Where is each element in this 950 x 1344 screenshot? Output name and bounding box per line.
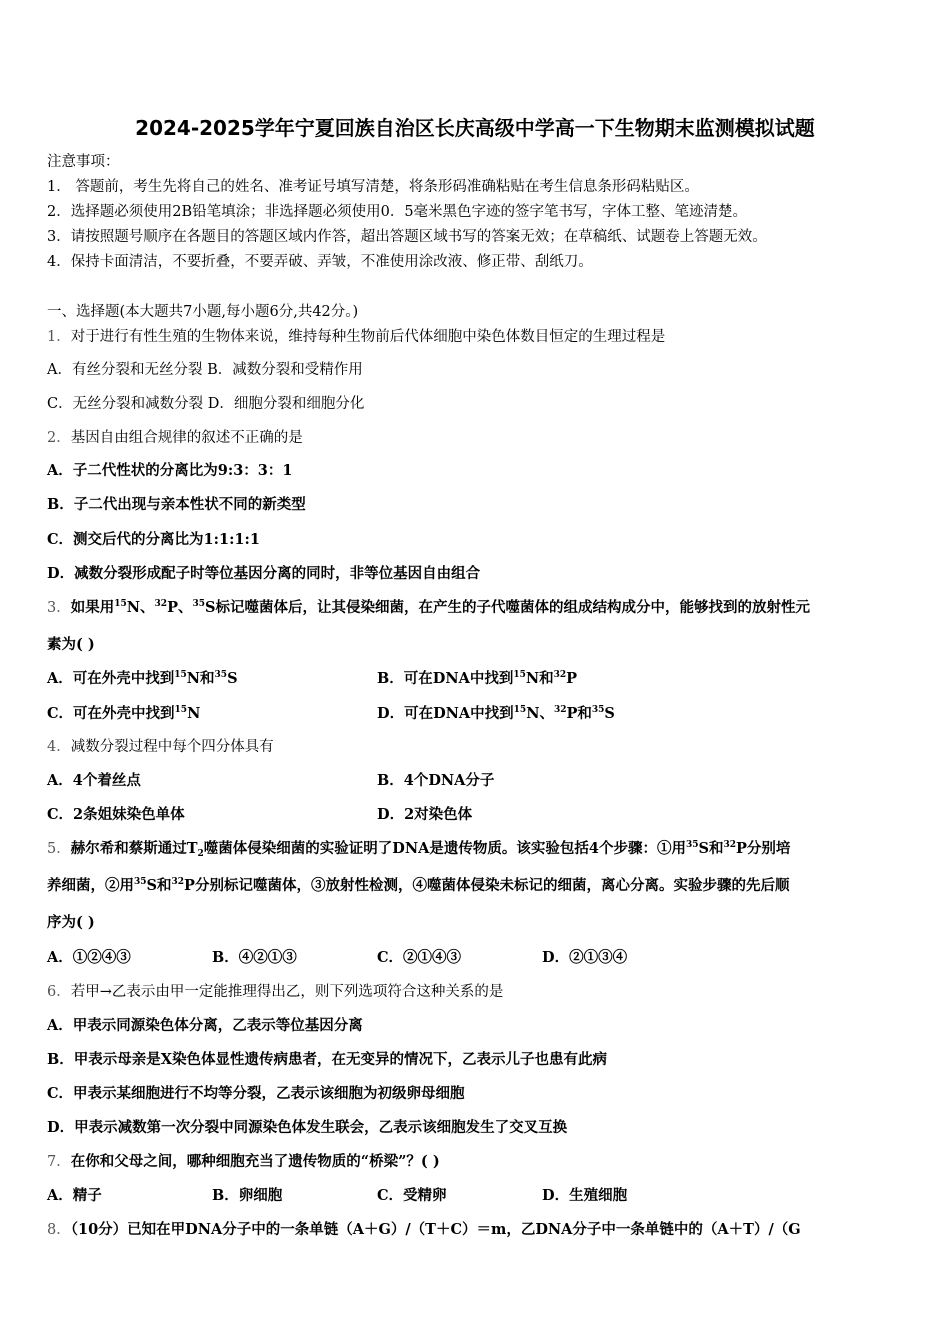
question-number: 4． bbox=[47, 739, 71, 755]
question-3-option-b bbox=[377, 669, 577, 689]
question-8-stem bbox=[47, 1220, 801, 1240]
question-7-option-a: A．精子 bbox=[47, 1187, 102, 1204]
question-text: 减数分裂过程中每个四分体具有 bbox=[70, 739, 274, 755]
question-6-option-d: D．甲表示减数第一次分裂中同源染色体发生联会，乙表示该细胞发生了交叉互换 bbox=[47, 1119, 568, 1136]
question-number: 7． bbox=[47, 1154, 71, 1170]
superscript: 35 bbox=[134, 877, 147, 887]
question-number: 6． bbox=[47, 984, 71, 1000]
superscript: 35 bbox=[214, 670, 228, 680]
question-3-stem bbox=[47, 598, 810, 618]
question-2-option-a: A．子二代性状的分离比为9:3：3：1 bbox=[47, 462, 293, 479]
notice-item: 3．请按照题号顺序在各题目的答题区域内作答，超出答题区域书写的答案无效；在草稿纸、试题卷上答题无效。 bbox=[47, 229, 767, 245]
text: N和 bbox=[186, 670, 215, 687]
question-text: 在你和父母之间，哪种细胞充当了遗传物质的“桥梁”？( ) bbox=[70, 1153, 440, 1170]
question-4-option-b: B．4个DNA分子 bbox=[377, 772, 495, 789]
question-number: 8． bbox=[47, 1222, 71, 1238]
question-4-option-d: D．2对染色体 bbox=[377, 806, 473, 823]
question-5-option-c: C．②①④③ bbox=[377, 949, 462, 966]
superscript: 15 bbox=[513, 670, 526, 680]
text: P、 bbox=[167, 599, 193, 616]
question-number: 3． bbox=[47, 600, 71, 616]
notice-item: 4．保持卡面清洁，不要折叠，不要弄破、弄皱，不准使用涂改液、修正带、刮纸刀。 bbox=[47, 254, 593, 270]
question-5-option-b: B．④②①③ bbox=[212, 949, 297, 966]
question-4-option-a: A．4个着丝点 bbox=[47, 772, 141, 789]
question-5-option-a: A．①②④③ bbox=[47, 949, 131, 966]
question-3-option-d bbox=[377, 704, 615, 724]
text: N和 bbox=[525, 670, 554, 687]
superscript: 32 bbox=[553, 670, 567, 680]
superscript: 15 bbox=[513, 705, 527, 715]
superscript: 32 bbox=[171, 877, 185, 887]
question-3-stem-cont: 素为( ) bbox=[47, 636, 95, 653]
text: S bbox=[227, 670, 238, 687]
superscript: 35 bbox=[685, 840, 699, 850]
superscript: 15 bbox=[114, 599, 127, 609]
text: N、 bbox=[126, 599, 155, 616]
question-3-option-a bbox=[47, 669, 238, 689]
question-2-option-b: B．子二代出现与亲本性状不同的新类型 bbox=[47, 496, 306, 513]
question-7-stem bbox=[47, 1152, 440, 1172]
text: S和 bbox=[146, 877, 172, 894]
text: 赫尔希和蔡斯通过T bbox=[70, 840, 198, 857]
text: S和 bbox=[698, 840, 724, 857]
superscript: 32 bbox=[553, 705, 567, 715]
text: D．可在DNA中找到 bbox=[377, 705, 514, 722]
text: S bbox=[604, 705, 615, 722]
text: A．可在外壳中找到 bbox=[47, 670, 175, 687]
question-number: 1． bbox=[47, 329, 71, 345]
superscript: 35 bbox=[591, 705, 605, 715]
text: P bbox=[566, 670, 578, 687]
superscript: 15 bbox=[174, 705, 188, 715]
question-2-option-d: D．减数分裂形成配子时等位基因分离的同时，非等位基因自由组合 bbox=[47, 565, 481, 582]
notice-item: 2．选择题必须使用2B铅笔填涂；非选择题必须使用0．5毫米黑色字迹的签字笔书写，字体工整、笔迹清楚。 bbox=[47, 204, 748, 220]
question-6-option-b: B．甲表示母亲是X染色体显性遗传病患者，在无变异的情况下，乙表示儿子也患有此病 bbox=[47, 1051, 608, 1068]
text: S标记噬菌体后，让其侵染细菌，在产生的子代噬菌体的组成结构成分中，能够找到的放射性元 bbox=[205, 599, 810, 616]
question-1-options-cd: C．无丝分裂和减数分裂 D．细胞分裂和细胞分化 bbox=[47, 396, 365, 412]
question-5-option-d: D．②①③④ bbox=[542, 949, 628, 966]
question-text: 若甲→乙表示由甲一定能推理得出乙，则下列选项符合这种关系的是 bbox=[70, 984, 504, 1000]
question-text: （10分）已知在甲DNA分子中的一条单链（A＋G）/（T＋C）＝m，乙DNA分子中一条单链中的（A＋T）/（G bbox=[70, 1221, 801, 1238]
question-6-stem bbox=[47, 982, 503, 1002]
text: B．可在DNA中找到 bbox=[377, 670, 514, 687]
question-4-stem bbox=[47, 737, 274, 757]
question-5-stem-cont bbox=[47, 876, 789, 896]
question-7-option-c: C．受精卵 bbox=[377, 1187, 447, 1204]
question-number: 5． bbox=[47, 841, 71, 857]
superscript: 15 bbox=[174, 670, 187, 680]
question-2-stem bbox=[47, 428, 303, 448]
question-7-option-b: B．卵细胞 bbox=[212, 1187, 283, 1204]
notice-item: 1． 答题前，考生先将自己的姓名、准考证号填写清楚，将条形码准确粘贴在考生信息条形码粘贴区。 bbox=[47, 179, 699, 195]
superscript: 32 bbox=[154, 599, 168, 609]
question-6-option-a: A．甲表示同源染色体分离，乙表示等位基因分离 bbox=[47, 1017, 363, 1034]
question-1-options-ab: A．有丝分裂和无丝分裂 B．减数分裂和受精作用 bbox=[47, 362, 363, 378]
text: 噬菌体侵染细菌的实验证明了DNA是遗传物质。该实验包括4个步骤：①用 bbox=[203, 840, 686, 857]
notice-heading: 注意事项： bbox=[47, 154, 120, 170]
text: C．可在外壳中找到 bbox=[47, 705, 175, 722]
text: P分别培 bbox=[736, 840, 791, 857]
question-4-option-c: C．2条姐妹染色单体 bbox=[47, 806, 185, 823]
text: N bbox=[187, 705, 201, 722]
superscript: 32 bbox=[723, 840, 737, 850]
text: N、 bbox=[526, 705, 554, 722]
question-text: 基因自由组合规律的叙述不正确的是 bbox=[70, 430, 303, 446]
subscript: 2 bbox=[197, 849, 204, 859]
question-2-option-c: C．测交后代的分离比为1:1:1:1 bbox=[47, 531, 260, 548]
question-5-stem bbox=[47, 839, 790, 859]
question-7-option-d: D．生殖细胞 bbox=[542, 1187, 628, 1204]
question-3-option-c bbox=[47, 704, 200, 724]
text: P分别标记噬菌体，③放射性检测，④噬菌体侵染未标记的细菌，离心分离。实验步骤的先后顺 bbox=[184, 877, 790, 894]
section-heading: 一、选择题(本大题共7小题,每小题6分,共42分。) bbox=[47, 304, 359, 320]
question-5-stem-end: 序为( ) bbox=[47, 914, 95, 931]
page-title: 2024-2025学年宁夏回族自治区长庆高级中学高一下生物期末监测模拟试题 bbox=[135, 116, 815, 140]
question-number: 2． bbox=[47, 430, 71, 446]
superscript: 35 bbox=[192, 599, 205, 609]
text: 养细菌，②用 bbox=[47, 877, 134, 894]
question-6-option-c: C．甲表示某细胞进行不均等分裂，乙表示该细胞为初级卵母细胞 bbox=[47, 1085, 465, 1102]
text: 如果用 bbox=[70, 599, 115, 616]
question-1-stem bbox=[47, 327, 665, 347]
question-text: 对于进行有性生殖的生物体来说，维持每种生物前后代体细胞中染色体数目恒定的生理过程是 bbox=[70, 329, 666, 345]
text: P和 bbox=[566, 705, 592, 722]
